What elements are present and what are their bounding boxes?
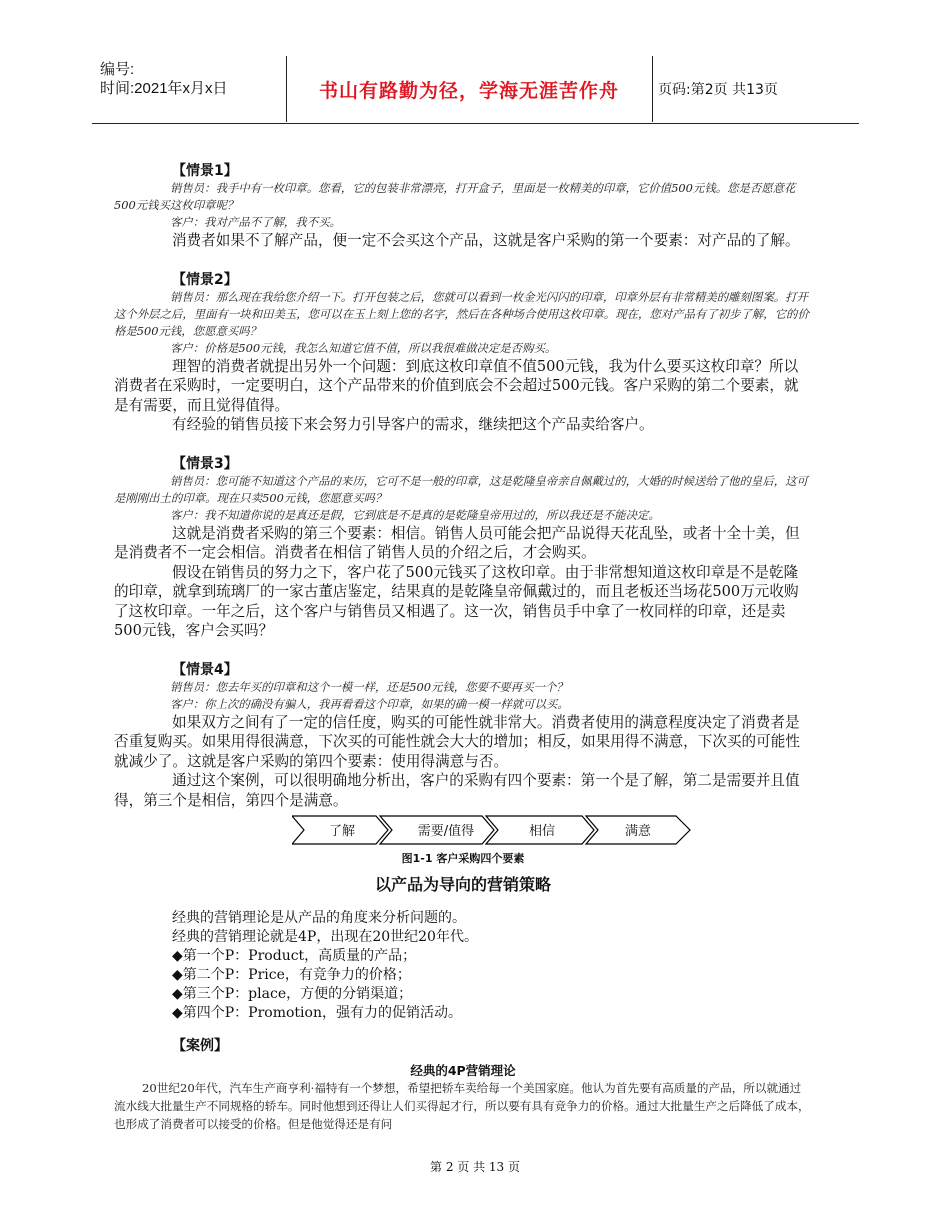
body-paragraph: 这就是消费者采购的第三个要素：相信。销售人员可能会把产品说得天花乱坠，或者十全十美，但是消费者不一定会相信。消费者在相信了销售人员的介绍之后，才会购买。	[114, 524, 800, 561]
header-meta	[100, 60, 228, 98]
dialogue-line: 客户：你上次的确没有骗人，我再看看这个印章，如果的确一模一样就可以买。	[170, 696, 569, 711]
header-page-info: 页码:第2页 共13页	[658, 82, 778, 98]
flow-step-label: 需要/值得	[417, 824, 475, 839]
purchase-flow-diagram	[292, 814, 812, 846]
dialogue-line: 客户：我不知道你说的是真还是假，它到底是不是真的是乾隆皇帝用过的，所以我还是不能决定。	[170, 507, 660, 522]
scene-title: 【情景3】	[172, 455, 238, 472]
dialogue-line: 销售员：您去年买的印章和这个一模一样，还是500元钱，您要不要再买一个？	[170, 679, 568, 694]
dialogue-line: 销售员：您可能不知道这个产品的来历，它可不是一般的印章，这是乾隆皇帝亲自佩戴过的，大婚的时候送给了他的皇后，这可是刚刚出土的印章。现在只卖500元钱，您愿意买吗？	[114, 473, 808, 505]
header-divider	[652, 56, 653, 122]
scene-title: 【情景4】	[172, 661, 238, 678]
case-paragraph: 20世纪20年代，汽车生产商亨利·福特有一个梦想，希望把轿车卖给每一个美国家庭。他认为首先要有高质量的产品，所以就通过流水线大批量生产不同规格的轿车。同时他想到还得让人们买得起才行，所以要有具有竞争力的价格。通过大批量生产之后降低了成本，也形成了消费者可以接受的价格。但是他觉得还是有问	[114, 1081, 810, 1131]
header-time-label: 时间:2021年x月x日	[100, 80, 228, 97]
section-line: 经典的营销理论是从产品的角度来分析问题的。	[172, 910, 466, 926]
flow-step-label: 相信	[528, 824, 555, 839]
figure-caption: 图1-1 客户采购四个要素	[401, 852, 525, 865]
header-divider	[286, 56, 287, 122]
document-body	[114, 160, 812, 1133]
body-paragraph: 消费者如果不了解产品，便一定不会买这个产品，这就是客户采购的第一个要素：对产品的了解。	[172, 232, 800, 249]
dialogue-line: 销售员：那么现在我给您介绍一下。打开包装之后，您就可以看到一枚金光闪闪的印章，印章外层有非常精美的雕刻图案。打开这个外层之后，里面有一块和田美玉，您可以在玉上刻上您的名字，然后在各种场合使用这枚印章。现在，您对产品有了初步了解，它的价格是500元钱，您愿意买吗？	[114, 289, 809, 338]
header-rule	[92, 123, 859, 124]
bullet-item: ◆第四个P：Promotion，强有力的促销活动。	[172, 1005, 462, 1021]
body-paragraph: 通过这个案例，可以很明确地分析出，客户的采购有四个要素：第一个是了解，第二是需要并且值得，第三个是相信，第四个是满意。	[114, 772, 800, 809]
body-paragraph: 假设在销售员的努力之下，客户花了500元钱买了这枚印章。由于非常想知道这枚印章是不是乾隆的印章，就拿到琉璃厂的一家古董店鉴定，结果真的是乾隆皇帝佩戴过的，而且老板还当场花500万元收购了这枚印章。一年之后，这个客户与销售员又相遇了。这一次，销售员手中拿了一枚同样的印章，还是卖500元钱，客户会买吗？	[114, 563, 799, 639]
bullet-item: ◆第二个P：Price，有竞争力的价格；	[172, 967, 411, 983]
body-paragraph: 有经验的销售员接下来会努力引导客户的需求，继续把这个产品卖给客户。	[172, 416, 654, 433]
dialogue-line: 销售员：我手中有一枚印章。您看，它的包装非常漂亮，打开盒子，里面是一枚精美的印章，它价值500元钱。您是否愿意花500元钱买这枚印章呢？	[114, 181, 796, 212]
scene-title: 【情景2】	[172, 271, 238, 288]
dialogue-line: 客户：价格是500元钱，我怎么知道它值不值，所以我很难做决定是否购买。	[170, 340, 557, 355]
section-line: 经典的营销理论就是4P，出现在20世纪20年代。	[172, 929, 478, 945]
case-title: 经典的4P营销理论	[410, 1063, 516, 1078]
page-footer: 第 2 页 共 13 页	[430, 1160, 520, 1174]
flow-step-label: 了解	[328, 824, 355, 839]
section-title: 以产品为导向的营销策略	[374, 875, 551, 894]
body-paragraph: 如果双方之间有了一定的信任度，购买的可能性就非常大。消费者使用的满意程度决定了消费者是否重复购买。如果用得很满意，下次买的可能性就会大大的增加；相反，如果用得不满意，下次买的可能性就减少了。这就是客户采购的第四个要素：使用得满意与否。	[114, 713, 800, 770]
header-motto: 书山有路勤为径，学海无涯苦作舟	[318, 80, 619, 102]
scene-title: 【情景1】	[172, 163, 238, 179]
bullet-item: ◆第一个P：Product，高质量的产品；	[172, 948, 417, 964]
flow-step-label: 满意	[624, 824, 651, 839]
case-label: 【案例】	[172, 1038, 228, 1054]
page-header	[92, 54, 859, 124]
dialogue-line: 客户：我对产品不了解，我不买。	[170, 215, 341, 229]
header-number-label: 编号:	[100, 61, 135, 78]
body-paragraph: 理智的消费者就提出另外一个问题：到底这枚印章值不值500元钱，我为什么要买这枚印章？所以消费者在采购时，一定要明白，这个产品带来的价值到底会不会超过500元钱。客户采购的第二个要素，就是有需要，而且觉得值得。	[114, 357, 799, 414]
bullet-item: ◆第三个P：place，方便的分销渠道；	[172, 986, 413, 1002]
